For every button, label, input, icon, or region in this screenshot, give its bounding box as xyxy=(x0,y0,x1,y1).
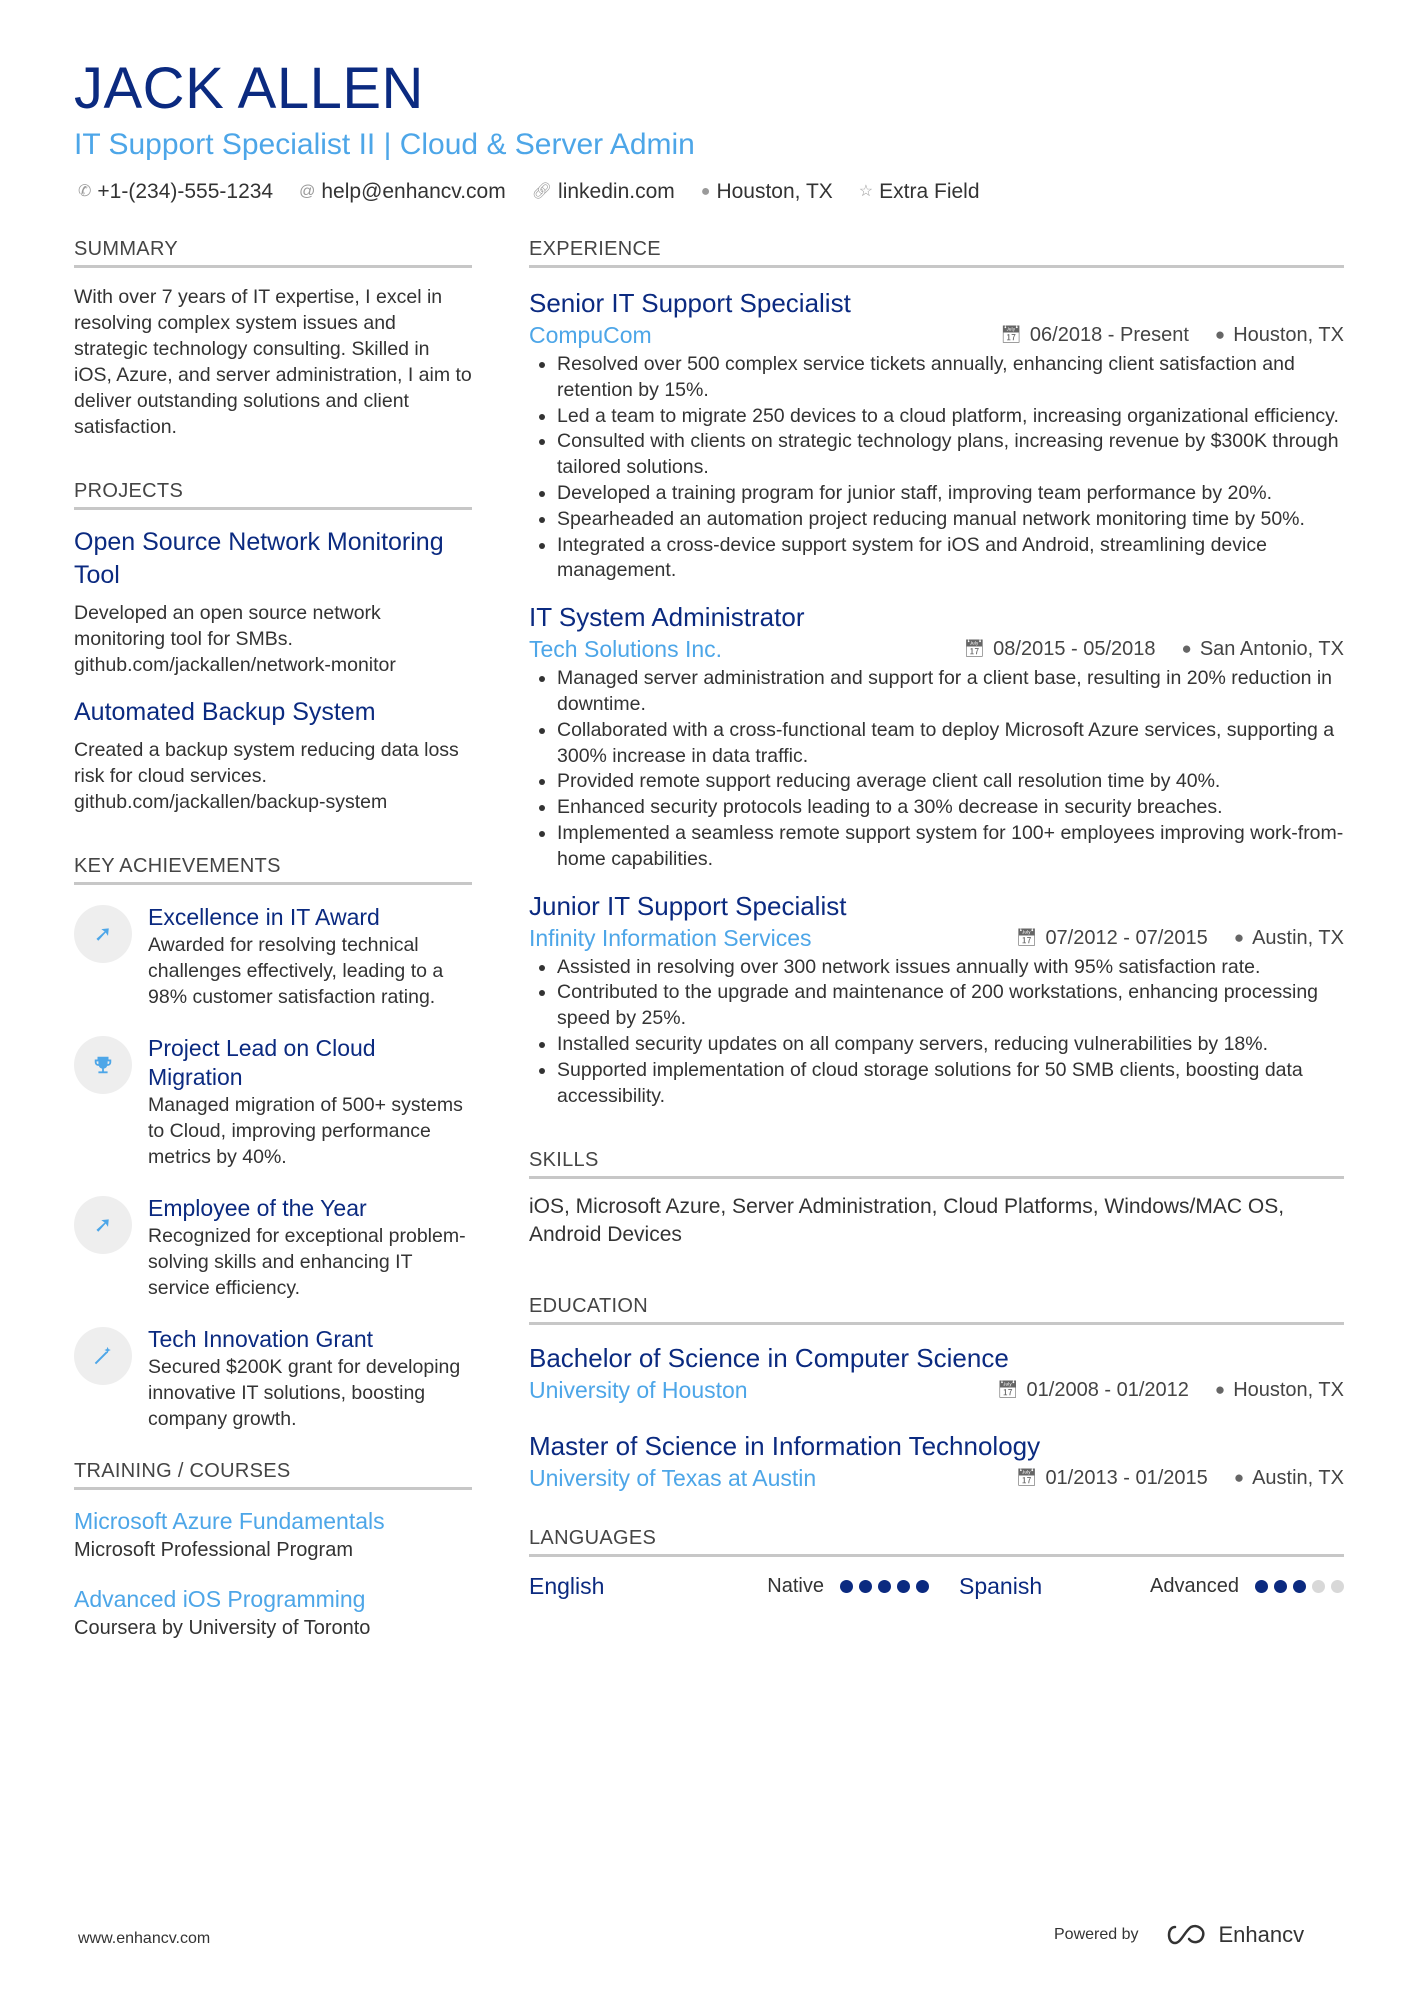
phone-icon: ✆ xyxy=(78,183,92,200)
wand-icon: ➚ xyxy=(74,905,132,963)
language-level: Advanced xyxy=(1150,1575,1239,1598)
company-name: CompuCom xyxy=(529,322,652,348)
magic-icon xyxy=(74,1327,132,1385)
job-entry xyxy=(529,600,1344,872)
rating-dot-filled xyxy=(1293,1580,1306,1593)
edu-location: Austin, TX xyxy=(1252,1467,1344,1490)
wand-icon: ➚ xyxy=(74,1196,132,1254)
job-title: Junior IT Support Specialist xyxy=(529,890,847,921)
achievement-item xyxy=(74,1194,472,1301)
project-title: Automated Backup System xyxy=(74,698,376,726)
brand-logo[interactable] xyxy=(1163,1922,1305,1948)
candidate-name: JACK ALLEN xyxy=(74,56,424,121)
achievement-title: Excellence in IT Award xyxy=(148,904,380,930)
job-dates: 07/2012 - 07/2015 xyxy=(1045,926,1208,949)
location-icon: ● xyxy=(1214,325,1226,344)
school-name: University of Houston xyxy=(529,1377,748,1404)
achievement-item xyxy=(74,903,472,1010)
job-bullets xyxy=(529,666,1344,872)
rating-dot-filled xyxy=(878,1580,891,1593)
project-link[interactable]: github.com/jackallen/network-monitor xyxy=(74,654,396,676)
experience-heading: EXPERIENCE xyxy=(529,238,1344,268)
language-rating xyxy=(840,1580,929,1593)
contact-email[interactable]: @ help@enhancv.com xyxy=(299,178,506,206)
company-name: Tech Solutions Inc. xyxy=(529,636,723,663)
course-provider: Coursera by University of Toronto xyxy=(74,1617,371,1639)
job-location: Houston, TX xyxy=(1233,324,1344,346)
bullet: • Provided remote support reducing average client call resolution time by 40%. xyxy=(557,769,1344,795)
bullet: • Integrated a cross-device support system for iOS and Android, streamlining device management. xyxy=(557,533,1344,585)
achievement-item xyxy=(74,1325,472,1432)
bullet: • Contributed to the upgrade and maintenance of 200 workstations, enhancing processing speed by 25%. xyxy=(557,980,1344,1032)
location-icon: ● xyxy=(1233,927,1245,947)
summary-text: With over 7 years of IT expertise, I excel in resolving complex system issues and strategic technology consulting. Skilled in iOS, Azure, and server administration, I aim to deliver outstanding solutions and client satisfaction. xyxy=(74,286,472,438)
left-column xyxy=(74,238,472,1642)
contact-linkedin[interactable]: 🔗︎ linkedin.com xyxy=(532,178,675,206)
skills-heading: SKILLS xyxy=(529,1149,1344,1179)
training-heading: TRAINING / COURSES xyxy=(74,1460,472,1490)
rating-dot-filled xyxy=(897,1580,910,1593)
location-icon: ● xyxy=(700,183,711,200)
bullet: • Implemented a seamless remote support system for 100+ employees improving work-from-home capabilities. xyxy=(557,821,1344,873)
trophy-icon xyxy=(74,1036,132,1094)
achievement-desc: Recognized for exceptional problem-solving skills and enhancing IT service efficiency. xyxy=(148,1225,466,1299)
at-icon: @ xyxy=(299,183,316,200)
job-location: Austin, TX xyxy=(1252,926,1344,949)
contact-extra: ☆ Extra Field xyxy=(859,178,980,206)
language-name: Spanish xyxy=(959,1573,1043,1600)
star-icon: ☆ xyxy=(858,183,874,200)
language-rating xyxy=(1255,1580,1344,1593)
achievements-list xyxy=(74,903,472,1432)
infinity-logo-icon xyxy=(1163,1923,1209,1947)
bullet: • Consulted with clients on strategic technology plans, increasing revenue by $300K through tailored solutions. xyxy=(557,429,1344,481)
job-entry xyxy=(529,889,1344,1110)
rating-dot-filled xyxy=(840,1580,853,1593)
bullet: • Led a team to migrate 250 devices to a cloud platform, increasing organizational efficiency. xyxy=(557,404,1344,430)
course-provider: Microsoft Professional Program xyxy=(74,1539,353,1561)
rating-dot-filled xyxy=(916,1580,929,1593)
achievement-title: Project Lead on Cloud Migration xyxy=(148,1035,376,1090)
brand-name: Enhancv xyxy=(1218,1922,1305,1947)
achievement-item xyxy=(74,1034,472,1170)
right-column xyxy=(529,238,1344,1600)
bullet: • Developed a training program for junior staff, improving team performance by 20%. xyxy=(557,481,1344,507)
project-desc: Created a backup system reducing data loss risk for cloud services. xyxy=(74,739,459,787)
project-item xyxy=(74,526,472,678)
education-entry xyxy=(529,1341,1344,1405)
rating-dot-filled xyxy=(859,1580,872,1593)
project-title: Open Source Network Monitoring Tool xyxy=(74,528,444,589)
edu-location: Houston, TX xyxy=(1233,1379,1344,1402)
job-bullets xyxy=(529,955,1344,1110)
calendar-icon: 📅︎ xyxy=(1015,927,1038,947)
summary-heading: SUMMARY xyxy=(74,238,472,268)
job-bullets xyxy=(529,352,1344,584)
footer-website[interactable]: www.enhancv.com xyxy=(78,1930,211,1947)
contact-location: ● Houston, TX xyxy=(701,178,833,206)
project-desc: Developed an open source network monitoring tool for SMBs. xyxy=(74,602,381,650)
training-item xyxy=(74,1506,472,1564)
edu-dates: 01/2013 - 01/2015 xyxy=(1045,1467,1208,1490)
job-dates: 06/2018 - Present xyxy=(1029,324,1189,346)
projects-heading: PROJECTS xyxy=(74,480,472,510)
edu-dates: 01/2008 - 01/2012 xyxy=(1026,1379,1189,1402)
language-level: Native xyxy=(767,1575,824,1598)
project-link[interactable]: github.com/jackallen/backup-system xyxy=(74,791,388,813)
language-item xyxy=(959,1573,1344,1600)
link-icon: 🔗︎ xyxy=(531,183,553,200)
bullet: • Supported implementation of cloud storage solutions for 50 SMB clients, boosting data accessibility. xyxy=(557,1058,1344,1110)
bullet: • Assisted in resolving over 300 network issues annually with 95% satisfaction rate. xyxy=(557,955,1344,981)
bullet: • Installed security updates on all company servers, reducing vulnerabilities by 18%. xyxy=(557,1032,1344,1058)
achievement-desc: Secured $200K grant for developing innovative IT solutions, boosting company growth. xyxy=(148,1356,461,1430)
rating-dot-empty xyxy=(1312,1580,1325,1593)
achievement-desc: Awarded for resolving technical challenges effectively, leading to a 98% customer satisfaction rating. xyxy=(148,934,444,1008)
education-heading: EDUCATION xyxy=(529,1295,1344,1325)
training-item xyxy=(74,1584,472,1642)
bullet: • Enhanced security protocols leading to a 30% decrease in security breaches. xyxy=(557,795,1344,821)
languages-row xyxy=(529,1573,1344,1600)
calendar-icon: 📅︎ xyxy=(996,1380,1019,1400)
school-name: University of Texas at Austin xyxy=(529,1465,817,1492)
project-item xyxy=(74,696,472,815)
location-icon: ● xyxy=(1181,639,1192,659)
footer-branding xyxy=(1054,1922,1304,1948)
calendar-icon: 📅︎ xyxy=(1000,325,1022,344)
skills-text: iOS, Microsoft Azure, Server Administration, Cloud Platforms, Windows/MAC OS, Android Devices xyxy=(529,1195,1285,1247)
calendar-icon: 📅︎ xyxy=(1015,1468,1038,1488)
achievement-title: Employee of the Year xyxy=(148,1195,367,1221)
contact-phone[interactable]: ✆ +1-(234)-555-1234 xyxy=(78,178,273,206)
location-icon: ● xyxy=(1214,1380,1226,1400)
location-icon: ● xyxy=(1233,1468,1245,1488)
job-title: IT System Administrator xyxy=(529,602,805,633)
achievement-title: Tech Innovation Grant xyxy=(148,1326,374,1352)
rating-dot-empty xyxy=(1331,1580,1344,1593)
bullet: • Spearheaded an automation project reducing manual network monitoring time by 50%. xyxy=(557,507,1344,533)
company-name: Infinity Information Services xyxy=(529,924,812,951)
bullet: • Managed server administration and support for a client base, resulting in 20% reduction in downtime. xyxy=(557,666,1344,718)
contact-bar xyxy=(78,178,980,206)
degree-title: Master of Science in Information Technology xyxy=(529,1431,1041,1462)
job-entry xyxy=(529,286,1344,584)
languages-heading: LANGUAGES xyxy=(529,1527,1344,1557)
language-name: English xyxy=(529,1573,605,1600)
candidate-title: IT Support Specialist II | Cloud & Server Admin xyxy=(74,128,695,161)
rating-dot-filled xyxy=(1274,1580,1287,1593)
course-title: Advanced iOS Programming xyxy=(74,1586,366,1612)
job-location: San Antonio, TX xyxy=(1199,638,1344,661)
job-title: Senior IT Support Specialist xyxy=(529,288,851,318)
rating-dot-filled xyxy=(1255,1580,1268,1593)
language-item xyxy=(529,1573,929,1600)
achievements-heading: KEY ACHIEVEMENTS xyxy=(74,855,472,885)
powered-by-label: Powered by xyxy=(1054,1926,1139,1943)
bullet: • Resolved over 500 complex service tickets annually, enhancing client satisfaction and retention by 15%. xyxy=(557,352,1344,404)
achievement-desc: Managed migration of 500+ systems to Cloud, improving performance metrics by 40%. xyxy=(148,1094,463,1168)
education-entry xyxy=(529,1429,1344,1493)
calendar-icon: 📅︎ xyxy=(963,639,986,659)
job-dates: 08/2015 - 05/2018 xyxy=(993,638,1156,661)
bullet: • Collaborated with a cross-functional team to deploy Microsoft Azure services, supporting a 300% increase in data traffic. xyxy=(557,718,1344,770)
course-title: Microsoft Azure Fundamentals xyxy=(74,1508,385,1534)
degree-title: Bachelor of Science in Computer Science xyxy=(529,1343,1009,1374)
